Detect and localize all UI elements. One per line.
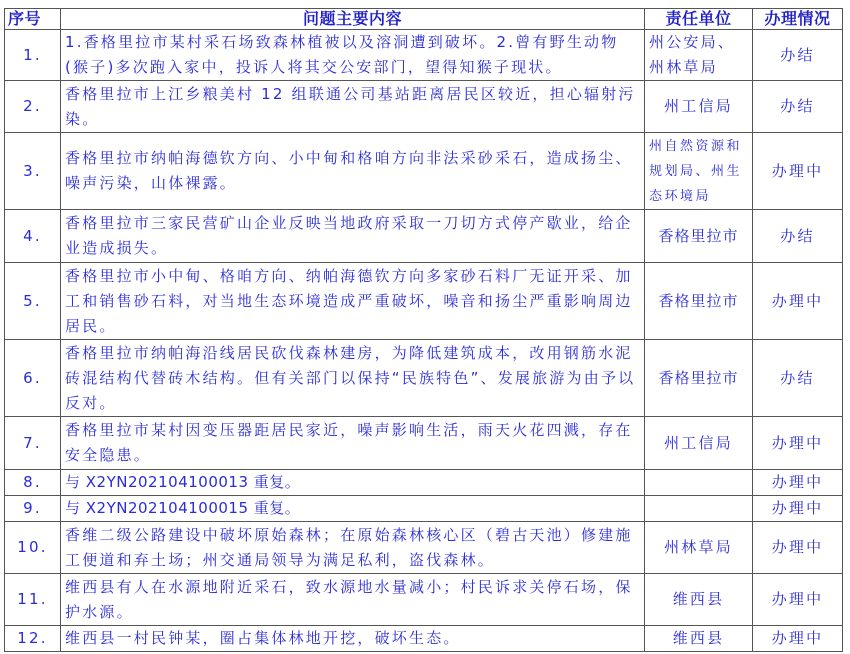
row-number: 10. xyxy=(5,522,61,574)
header-content xyxy=(61,9,645,30)
table-row xyxy=(5,417,843,470)
table-row xyxy=(5,81,843,133)
row-unit: 州林草局 xyxy=(645,522,753,574)
row-content: 与 X2YN202104100015 重复。 xyxy=(61,496,645,522)
row-content: 香维二级公路建设中破坏原始森林；在原始森林核心区（碧古天池）修建施工便道和弃土场；州交通局领导为满足私利，盗伐森林。 xyxy=(61,522,645,574)
row-content: 1.香格里拉市某村采石场致森林植被以及溶洞遭到破坏。2.曾有野生动物(猴子)多次跑入家中，投诉人将其交公安部门，望得知猴子现状。 xyxy=(61,30,645,81)
row-content: 香格里拉市纳帕海德钦方向、小中甸和格咱方向非法采砂采石，造成扬尘、噪声污染，山体裸露。 xyxy=(61,133,645,210)
row-content: 维西县有人在水源地附近采石，致水源地水量减小；村民诉求关停石场，保护水源。 xyxy=(61,574,645,626)
table-row xyxy=(5,263,843,340)
row-content: 香格里拉市上江乡粮美村 12 组联通公司基站距离居民区较近，担心辐射污染。 xyxy=(61,81,645,133)
table-header-row xyxy=(5,9,843,30)
row-content: 香格里拉市小中甸、格咱方向、纳帕海德钦方向多家砂石料厂无证开采、加工和销售砂石料，对当地生态环境造成严重破坏，噪音和扬尘严重影响周边居民。 xyxy=(61,263,645,340)
row-number: 1. xyxy=(5,30,61,81)
row-number: 9. xyxy=(5,496,61,522)
row-unit: 州工信局 xyxy=(645,417,753,470)
row-unit: 香格里拉市 xyxy=(645,340,753,417)
table-row xyxy=(5,470,843,496)
row-content: 香格里拉市三家民营矿山企业反映当地政府采取一刀切方式停产歇业，给企业造成损失。 xyxy=(61,210,645,263)
row-content: 香格里拉市纳帕海沿线居民砍伐森林建房，为降低建筑成本，改用钢筋水泥砖混结构代替砖木结构。但有关部门以保持“民族特色”、发展旅游为由予以反对。 xyxy=(61,340,645,417)
header-status-label: 办理情况 xyxy=(764,9,831,28)
table-row xyxy=(5,210,843,263)
row-status: 办理中 xyxy=(753,574,843,626)
header-status xyxy=(753,9,843,30)
row-unit xyxy=(645,496,753,522)
row-status: 办理中 xyxy=(753,626,843,652)
row-number: 12. xyxy=(5,626,61,652)
row-unit: 州自然资源和规划局、州生态环境局 xyxy=(645,133,753,210)
row-number: 4. xyxy=(5,210,61,263)
row-unit xyxy=(645,470,753,496)
table-row xyxy=(5,496,843,522)
row-status: 办理中 xyxy=(753,263,843,340)
row-number: 2. xyxy=(5,81,61,133)
row-status: 办理中 xyxy=(753,417,843,470)
row-status: 办结 xyxy=(753,30,843,81)
complaints-table xyxy=(4,8,843,652)
row-status: 办结 xyxy=(753,210,843,263)
row-status: 办理中 xyxy=(753,496,843,522)
row-unit: 香格里拉市 xyxy=(645,210,753,263)
header-unit xyxy=(645,9,753,30)
row-number: 11. xyxy=(5,574,61,626)
row-content: 香格里拉市某村因变压器距居民家近，噪声影响生活，雨天火花四溅，存在安全隐患。 xyxy=(61,417,645,470)
header-no xyxy=(5,9,61,30)
row-status: 办理中 xyxy=(753,522,843,574)
row-number: 6. xyxy=(5,340,61,417)
table-row xyxy=(5,522,843,574)
table-row xyxy=(5,626,843,652)
row-number: 5. xyxy=(5,263,61,340)
row-unit: 维西县 xyxy=(645,574,753,626)
table-row xyxy=(5,30,843,81)
row-status: 办理中 xyxy=(753,133,843,210)
row-unit: 州工信局 xyxy=(645,81,753,133)
row-unit: 维西县 xyxy=(645,626,753,652)
table-row xyxy=(5,574,843,626)
row-content: 与 X2YN202104100013 重复。 xyxy=(61,470,645,496)
row-number: 3. xyxy=(5,133,61,210)
row-unit: 州公安局、州林草局 xyxy=(645,30,753,81)
table-row xyxy=(5,133,843,210)
header-no-label: 序号 xyxy=(8,9,42,28)
header-content-label: 问题主要内容 xyxy=(302,9,402,28)
row-status: 办结 xyxy=(753,340,843,417)
row-status: 办结 xyxy=(753,81,843,133)
row-content: 维西县一村民钟某，圈占集体林地开挖，破坏生态。 xyxy=(61,626,645,652)
table-row xyxy=(5,340,843,417)
row-status: 办理中 xyxy=(753,470,843,496)
header-unit-label: 责任单位 xyxy=(665,9,732,28)
row-number: 7. xyxy=(5,417,61,470)
row-number: 8. xyxy=(5,470,61,496)
row-unit: 香格里拉市 xyxy=(645,263,753,340)
